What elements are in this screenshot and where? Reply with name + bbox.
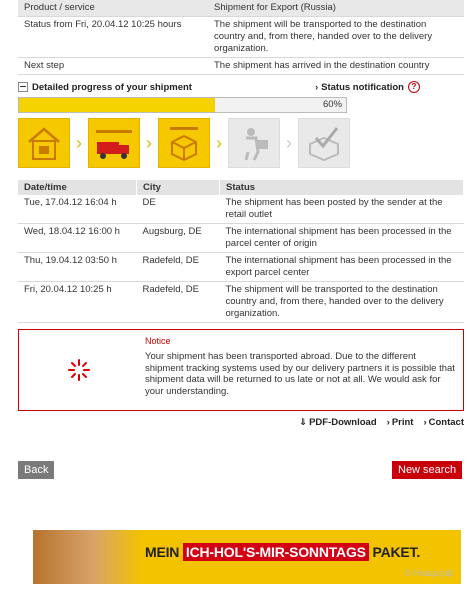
table-row: [18, 195, 464, 224]
info-next-row: [18, 58, 464, 75]
print-link[interactable]: [387, 417, 414, 428]
house-parcel-icon: [18, 118, 70, 168]
download-arrow-icon: ⇓: [299, 417, 308, 428]
banner-photo: [33, 530, 143, 584]
row-status: The shipment has been posted by the sender at the retail outlet: [220, 195, 464, 224]
col-date: Date/time: [18, 180, 137, 195]
contact-label: Contact: [428, 417, 464, 428]
status-notification-label: Status notification: [321, 81, 404, 93]
col-city: City: [137, 180, 220, 195]
progress-bar: [18, 97, 347, 113]
banner-highlight: ICH-HOL'S-MIR-SONNTAGS: [183, 543, 369, 561]
history-table: [18, 180, 464, 323]
notice-title: Notice: [145, 336, 171, 346]
progress-label: 60%: [322, 99, 342, 110]
delivered-check-icon: [298, 118, 350, 168]
chevron-right-icon: ›: [146, 132, 152, 153]
action-links: [18, 417, 464, 428]
print-label: Print: [391, 417, 414, 428]
truck-hub-icon: [88, 118, 140, 168]
info-status-row: [18, 17, 464, 58]
ad-banner[interactable]: [33, 530, 461, 584]
row-city: Radefeld, DE: [137, 253, 220, 282]
row-status: The shipment will be transported to the destination country and, from there, handed over to the delivery organization.: [220, 282, 464, 323]
loading-spinner-icon: [67, 358, 91, 382]
table-row: [18, 224, 464, 253]
info-next-value: The shipment has arrived in the destination country: [214, 60, 430, 71]
row-status: The international shipment has been processed in the export parcel center: [220, 253, 464, 282]
new-search-button[interactable]: New search: [392, 461, 462, 479]
chevron-right-icon: ›: [286, 132, 292, 153]
pdf-download-label: PDF-Download: [309, 417, 377, 428]
info-header-row: [18, 0, 464, 17]
collapse-icon[interactable]: [18, 82, 28, 92]
row-date: Wed, 18.04.12 16:00 h: [18, 224, 137, 253]
row-date: Tue, 17.04.12 16:04 h: [18, 195, 137, 224]
info-header-value: Shipment for Export (Russia): [214, 2, 336, 13]
chevron-right-icon: ›: [216, 132, 222, 153]
table-row: [18, 282, 464, 323]
tracking-panel: [18, 0, 464, 428]
table-row: [18, 253, 464, 282]
courier-delivery-icon: [228, 118, 280, 168]
progress-steps: [18, 118, 464, 168]
arrow-right-icon: ›: [386, 417, 390, 428]
status-notification-link[interactable]: [315, 81, 420, 93]
chevron-right-icon: ›: [76, 132, 82, 153]
detail-toggle[interactable]: [18, 82, 192, 93]
history-header-row: [18, 180, 464, 195]
banner-suffix: PAKET.: [372, 544, 421, 560]
col-status: Status: [220, 180, 464, 195]
row-city: DE: [137, 195, 220, 224]
watermark: © Нища.рф: [405, 568, 453, 578]
info-header-key: Product / service: [24, 2, 95, 13]
pdf-download-link[interactable]: [299, 417, 377, 428]
detail-bar: [18, 79, 464, 95]
row-city: Augsburg, DE: [137, 224, 220, 253]
arrow-right-icon: ›: [423, 417, 427, 428]
row-date: Fri, 20.04.12 10:25 h: [18, 282, 137, 323]
notice-box: [18, 329, 464, 411]
row-city: Radefeld, DE: [137, 282, 220, 323]
help-icon[interactable]: ?: [408, 81, 420, 93]
info-next-key: Next step: [24, 60, 65, 71]
banner-prefix: MEIN: [145, 544, 180, 560]
arrow-right-icon: ›: [315, 82, 319, 92]
row-date: Thu, 19.04.12 03:50 h: [18, 253, 137, 282]
back-button[interactable]: Back: [18, 461, 54, 479]
info-status-value: The shipment will be transported to the destination country and, from there, handed over to the delivery organization.: [214, 19, 433, 54]
export-box-icon: [158, 118, 210, 168]
info-status-key: Status from Fri, 20.04.12 10:25 hours: [24, 19, 182, 30]
notice-text: Your shipment has been transported abroad. Due to the different shipment tracking systems used by our delivery partners it is possible that shipment data will be returned to us late or not at all. We would ask for your understanding.: [145, 351, 455, 397]
banner-text: [145, 544, 420, 560]
detail-title: Detailed progress of your shipment: [32, 81, 192, 93]
row-status: The international shipment has been processed in the parcel center of origin: [220, 224, 464, 253]
contact-link[interactable]: [423, 417, 464, 428]
progress-fill: [19, 98, 215, 112]
